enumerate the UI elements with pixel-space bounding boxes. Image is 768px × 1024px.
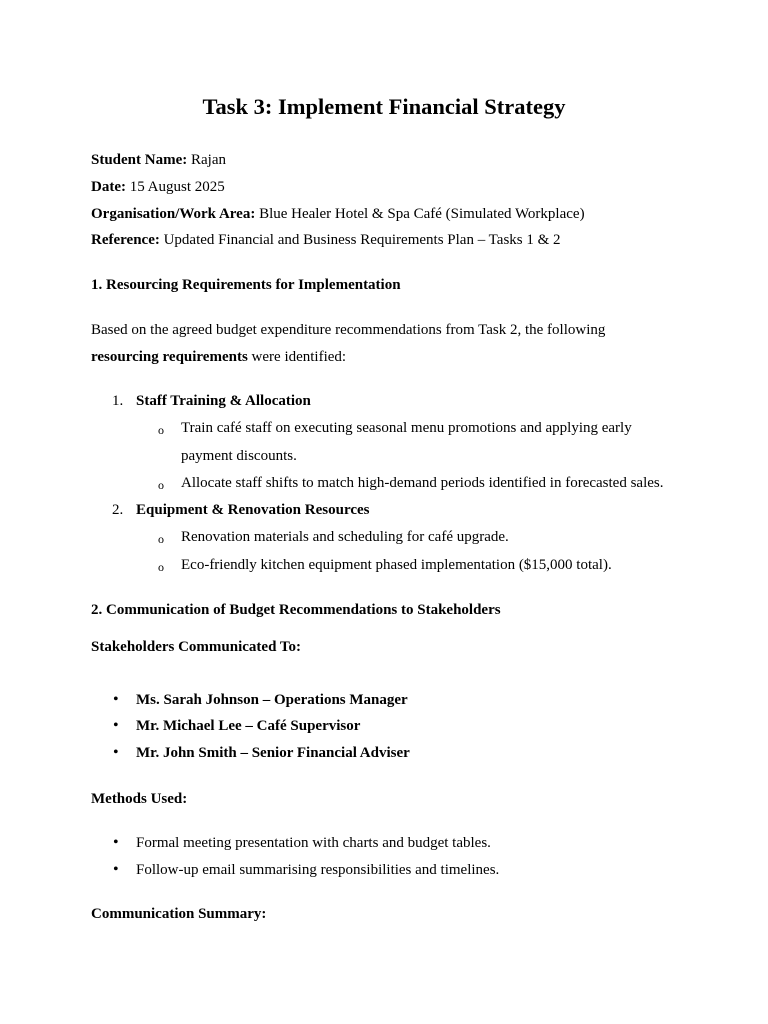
stakeholders-heading: Stakeholders Communicated To: (91, 639, 302, 655)
bullet-icon: • (113, 744, 119, 761)
organisation-value: Blue Healer Hotel & Spa Café (Simulated Workplace) (255, 206, 585, 222)
communication-summary-heading: Communication Summary: (91, 906, 267, 922)
reference-value: Updated Financial and Business Requirements Plan – Tasks 1 & 2 (159, 232, 561, 248)
section1-intro-line2 (91, 347, 346, 367)
method-item: Follow-up email summarising responsibilities and timelines. (136, 862, 500, 878)
reference-label: Reference: (91, 232, 160, 248)
date-line (91, 177, 225, 197)
bullet-icon: • (113, 717, 119, 734)
section2-heading: 2. Communication of Budget Recommendations to Stakeholders (91, 602, 501, 618)
list-sub-item: Allocate staff shifts to match high-demand periods identified in forecasted sales. (181, 475, 664, 491)
stakeholder-item: Ms. Sarah Johnson – Operations Manager (136, 692, 408, 708)
list-sub-item-continued: payment discounts. (181, 448, 297, 464)
methods-heading: Methods Used: (91, 791, 188, 807)
date-label: Date: (91, 179, 126, 195)
list-sub-item: Train café staff on executing seasonal menu promotions and applying early (181, 420, 632, 436)
sub-bullet-icon: o (158, 560, 164, 574)
organisation-line (91, 204, 585, 224)
section1-heading: 1. Resourcing Requirements for Implementation (91, 277, 401, 293)
sub-bullet-icon: o (158, 423, 164, 437)
organisation-label: Organisation/Work Area: (91, 206, 256, 222)
list-number: 2. (112, 502, 124, 518)
document-title: Task 3: Implement Financial Strategy (202, 94, 566, 119)
reference-line (91, 230, 561, 250)
student-name-line (91, 150, 226, 170)
bullet-icon: • (113, 834, 119, 851)
student-name-label: Student Name: (91, 152, 188, 168)
list-sub-item: Renovation materials and scheduling for café upgrade. (181, 529, 509, 545)
list-item-title: Equipment & Renovation Resources (136, 502, 370, 518)
method-item: Formal meeting presentation with charts and budget tables. (136, 835, 491, 851)
sub-bullet-icon: o (158, 478, 164, 492)
list-sub-item: Eco-friendly kitchen equipment phased implementation ($15,000 total). (181, 557, 612, 573)
section1-intro-bold: resourcing requirements (91, 349, 248, 365)
stakeholder-item: Mr. John Smith – Senior Financial Adviser (136, 745, 410, 761)
sub-bullet-icon: o (158, 532, 164, 546)
section1-intro-rest: were identified: (247, 349, 347, 365)
list-number: 1. (112, 393, 124, 409)
date-value: 15 August 2025 (125, 179, 225, 195)
student-name-value: Rajan (187, 152, 226, 168)
bullet-icon: • (113, 691, 119, 708)
section1-intro-line1: Based on the agreed budget expenditure recommendations from Task 2, the following (91, 322, 606, 338)
list-item-title: Staff Training & Allocation (136, 393, 311, 409)
stakeholder-item: Mr. Michael Lee – Café Supervisor (136, 718, 361, 734)
bullet-icon: • (113, 861, 119, 878)
